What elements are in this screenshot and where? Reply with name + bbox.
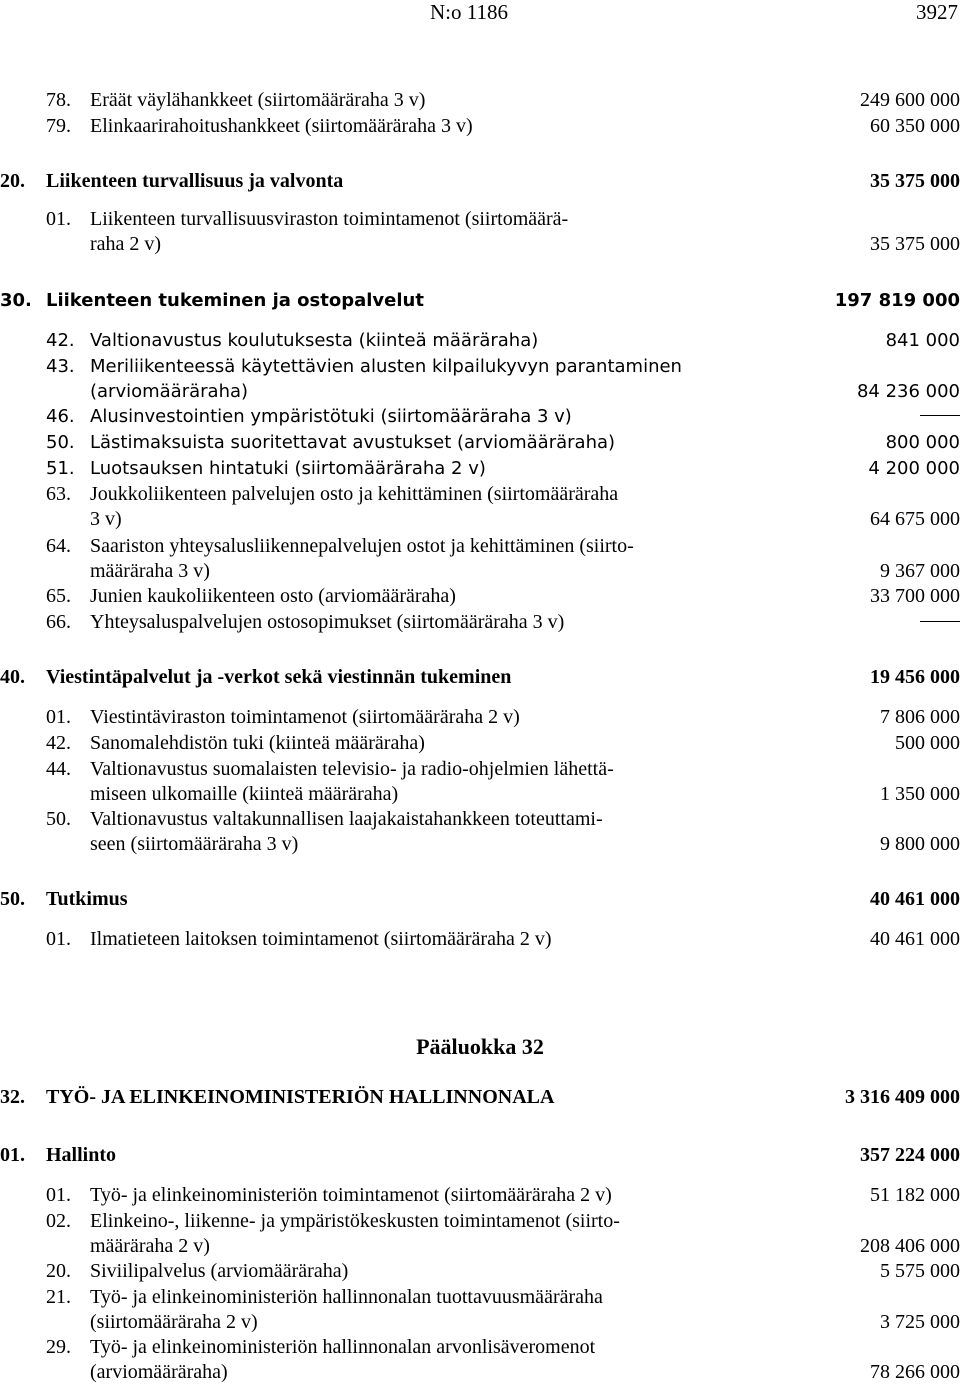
item-number: 29. [46, 1336, 71, 1358]
item-description [90, 731, 760, 756]
item-description [90, 456, 760, 481]
item-number: 01. [46, 706, 71, 728]
description-line: Eräät väylähankkeet (siirtomääräraha 3 v) [90, 89, 426, 111]
description-line: (arviomääräraha) [90, 381, 249, 402]
item-number: 40. [0, 666, 25, 688]
description-line: Työ- ja elinkeinoministeriön toimintamenot (siirtomääräraha 2 v) [90, 1184, 612, 1206]
item-description [90, 534, 760, 584]
description-line: TYÖ- JA ELINKEINOMINISTERIÖN HALLINNONALA [46, 1086, 555, 1108]
item-number: 50. [46, 432, 75, 453]
item-number: 32. [0, 1086, 25, 1108]
description-line: Liikenteen turvallisuusviraston toimintamenot (siirtomäärä- [90, 208, 569, 230]
item-description [46, 288, 716, 313]
description-line: Tutkimus [46, 888, 128, 910]
item-amount: 60 350 000 [870, 115, 960, 137]
item-amount: 7 806 000 [880, 706, 960, 728]
item-description [90, 207, 760, 257]
item-description [46, 887, 716, 912]
item-description [90, 1183, 760, 1208]
item-amount: 84 236 000 [856, 381, 960, 402]
item-description [90, 610, 760, 635]
description-line: Luotsauksen hintatuki (siirtomääräraha 2 v) [90, 458, 486, 479]
description-line: Työ- ja elinkeinoministeriön hallinnonalan arvonlisäveromenot [90, 1336, 596, 1358]
item-number: 01. [46, 928, 71, 950]
description-line: Junien kaukoliikenteen osto (arviomääräraha) [90, 585, 456, 607]
item-description [46, 1085, 716, 1110]
item-number: 43. [46, 356, 75, 377]
item-number: 63. [46, 483, 71, 505]
description-line: Joukkoliikenteen palvelujen osto ja kehittäminen (siirtomääräraha [90, 483, 619, 505]
description-line: Ilmatieteen laitoksen toimintamenot (siirtomääräraha 2 v) [90, 928, 552, 950]
item-description [90, 328, 760, 353]
description-line: Yhteysaluspalvelujen ostosopimukset (siirtomääräraha 3 v) [90, 611, 565, 633]
item-number: 42. [46, 330, 75, 351]
item-amount: 19 456 000 [870, 666, 960, 688]
item-description [90, 482, 760, 532]
item-amount [760, 404, 960, 429]
item-amount: 78 266 000 [870, 1361, 960, 1383]
item-number: 65. [46, 585, 71, 607]
item-amount: 841 000 [885, 330, 960, 351]
item-description [46, 1143, 716, 1168]
item-amount: 35 375 000 [870, 170, 960, 192]
item-amount: 9 800 000 [880, 833, 960, 855]
description-line: Siviilipalvelus (arviomääräraha) [90, 1260, 349, 1282]
item-amount: 35 375 000 [870, 233, 960, 255]
item-description [90, 705, 760, 730]
document-number: N:o 1186 [430, 0, 508, 24]
item-number: 30. [0, 290, 32, 311]
description-line: Hallinto [46, 1144, 117, 1166]
item-number: 46. [46, 406, 75, 427]
description-line: raha 2 v) [90, 233, 162, 255]
description-line: Elinkeino-, liikenne- ja ympäristökeskusten toimintamenot (siirto- [90, 1210, 620, 1232]
item-number: 50. [46, 808, 71, 830]
item-description [46, 169, 716, 194]
description-line: Valtionavustus valtakunnallisen laajakaistahankkeen toteuttami- [90, 808, 603, 830]
item-amount: 357 224 000 [860, 1144, 960, 1166]
item-amount [760, 610, 960, 635]
description-line: Viestintäviraston toimintamenot (siirtomääräraha 2 v) [90, 706, 520, 728]
item-amount: 800 000 [885, 432, 960, 453]
item-description [90, 757, 760, 807]
item-description [46, 665, 716, 690]
item-amount: 249 600 000 [860, 89, 960, 111]
item-description [90, 430, 760, 455]
item-amount: 208 406 000 [860, 1235, 960, 1257]
item-description [90, 1209, 760, 1259]
item-number: 20. [0, 170, 25, 192]
item-amount: 5 575 000 [880, 1260, 960, 1282]
item-description [90, 88, 760, 113]
item-amount: 64 675 000 [870, 508, 960, 530]
item-number: 02. [46, 1210, 71, 1232]
item-amount: 4 200 000 [868, 458, 960, 479]
description-line: Saariston yhteysalusliikennepalvelujen ostot ja kehittäminen (siirto- [90, 535, 634, 557]
description-line: Sanomalehdistön tuki (kiinteä määräraha) [90, 732, 425, 754]
item-number: 51. [46, 458, 75, 479]
item-number: 42. [46, 732, 71, 754]
description-line: Lästimaksuista suoritettavat avustukset (arviomääräraha) [90, 432, 616, 453]
description-line: seen (siirtomääräraha 3 v) [90, 833, 299, 855]
item-number: 01. [46, 1184, 71, 1206]
description-line: 3 v) [90, 508, 122, 530]
item-description [90, 807, 760, 857]
section-title: Pääluokka 32 [416, 1034, 544, 1059]
description-line: määräraha 3 v) [90, 560, 210, 582]
item-number: 01. [46, 208, 71, 230]
item-amount: 51 182 000 [870, 1184, 960, 1206]
description-line: (siirtomääräraha 2 v) [90, 1311, 258, 1333]
item-number: 66. [46, 611, 71, 633]
item-description [90, 354, 760, 404]
description-line: Elinkaarirahoitushankkeet (siirtomääräraha 3 v) [90, 115, 473, 137]
description-line: Liikenteen turvallisuus ja valvonta [46, 170, 344, 192]
item-number: 44. [46, 758, 71, 780]
item-number: 64. [46, 535, 71, 557]
item-amount: 197 819 000 [834, 290, 960, 311]
item-number: 20. [46, 1260, 71, 1282]
item-number: 50. [0, 888, 25, 910]
item-description [90, 404, 760, 429]
item-description [90, 1335, 760, 1385]
item-amount: 3 725 000 [880, 1311, 960, 1333]
empty-amount-dash [920, 415, 960, 416]
description-line: Valtionavustus koulutuksesta (kiinteä määräraha) [90, 330, 539, 351]
description-line: määräraha 2 v) [90, 1235, 210, 1257]
page-number: 3927 [916, 0, 958, 24]
description-line: Meriliikenteessä käytettävien alusten kilpailukyvyn parantaminen [90, 356, 682, 377]
description-line: (arviomääräraha) [90, 1361, 228, 1383]
description-line: Työ- ja elinkeinoministeriön hallinnonalan tuottavuusmääräraha [90, 1286, 603, 1308]
item-description [90, 1259, 760, 1284]
item-number: 78. [46, 89, 71, 111]
item-description [90, 927, 760, 952]
item-amount: 500 000 [895, 732, 960, 754]
item-amount: 40 461 000 [870, 928, 960, 950]
page-header [0, 0, 960, 28]
description-line: Alusinvestointien ympäristötuki (siirtomääräraha 3 v) [90, 406, 572, 427]
item-amount: 9 367 000 [880, 560, 960, 582]
description-line: Liikenteen tukeminen ja ostopalvelut [46, 290, 424, 311]
description-line: miseen ulkomaille (kiinteä määräraha) [90, 783, 399, 805]
empty-amount-dash [920, 621, 960, 622]
description-line: Valtionavustus suomalaisten televisio- ja radio-ohjelmien lähettä- [90, 758, 614, 780]
item-amount: 3 316 409 000 [845, 1086, 960, 1108]
item-description [90, 114, 760, 139]
description-line: Viestintäpalvelut ja -verkot sekä viestinnän tukeminen [46, 666, 512, 688]
item-amount: 33 700 000 [870, 585, 960, 607]
item-amount: 1 350 000 [880, 783, 960, 805]
item-number: 21. [46, 1286, 71, 1308]
item-amount: 40 461 000 [870, 888, 960, 910]
item-number: 01. [0, 1144, 25, 1166]
item-description [90, 1285, 760, 1335]
item-description [90, 584, 760, 609]
item-number: 79. [46, 115, 71, 137]
